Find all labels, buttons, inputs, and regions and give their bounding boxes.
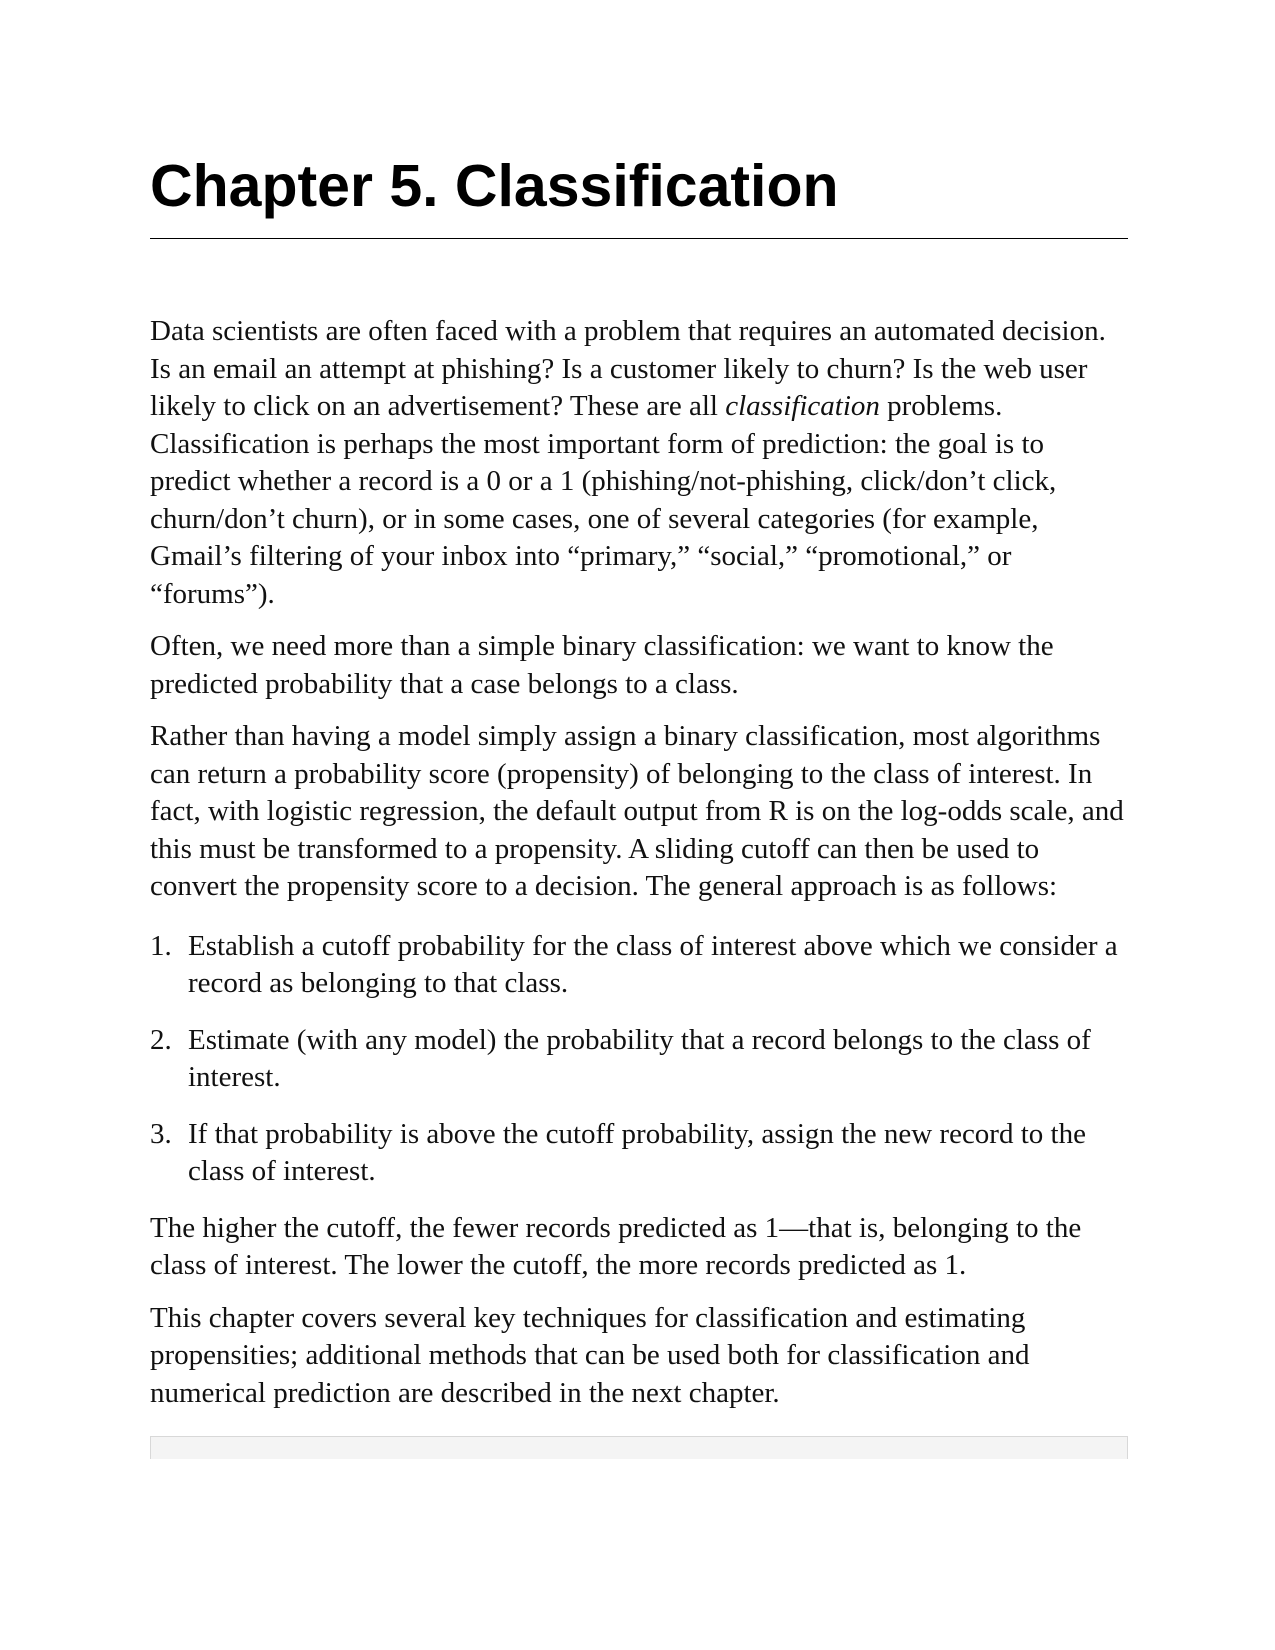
intro-paragraph (150, 313, 1128, 613)
list-item-number: 2. (150, 1023, 172, 1056)
list-item-number: 3. (150, 1117, 172, 1150)
callout-box-top (150, 1436, 1128, 1459)
list-item-number: 1. (150, 929, 172, 962)
paragraph-cutoff: The higher the cutoff, the fewer records predicted as 1—that is, belonging to the class of interest. The lower the cutoff, the more records predicted as 1. (150, 1211, 1082, 1281)
list-item (150, 928, 1128, 1003)
list-item (150, 1116, 1128, 1191)
paragraph-binary: Often, we need more than a simple binary classification: we want to know the predicted probability that a case belongs to a class. (150, 630, 1054, 700)
intro-emphasis: classification (725, 390, 880, 422)
list-item-text: If that probability is above the cutoff probability, assign the new record to the class of interest. (188, 1117, 1086, 1187)
approach-steps-list (150, 928, 1128, 1191)
chapter-title: Chapter 5. Classification (150, 150, 1128, 239)
paragraph-chapter-scope: This chapter covers several key techniques for classification and estimating propensities; additional methods that can be used both for classification and numerical prediction are described in the next chapter. (150, 1301, 1030, 1409)
list-item (150, 1022, 1128, 1097)
list-item-text: Establish a cutoff probability for the class of interest above which we consider a record as belonging to that class. (188, 929, 1118, 999)
list-item-text: Estimate (with any model) the probability that a record belongs to the class of interest. (188, 1023, 1091, 1093)
intro-text-start: Data scientists are often faced with a problem that requires an automated decision. Is an email an attempt at phishing? Is a customer likely to churn? Is the web user likely to click on an advertisement? These are all (150, 315, 1106, 422)
document-page (150, 150, 1128, 1459)
paragraph-propensity: Rather than having a model simply assign a binary classification, most algorithms can return a probability score (propensity) of belonging to the class of interest. In fact, with logistic regression, the default output from R is on the log-odds scale, and this must be transformed to a propensity. A sliding cutoff can then be used to convert the propensity score to a decision. The general approach is as follows: (150, 720, 1124, 902)
intro-text-end: problems. Classification is perhaps the most important form of prediction: the goal is to predict whether a record is a 0 or a 1 (phishing/not-phishing, click/don’t click, churn/don’t churn), or in some cases, one of several categories (for example, Gmail’s filtering of your inbox into “primary,” “social,” “promotional,” or “forums”). (150, 390, 1057, 610)
